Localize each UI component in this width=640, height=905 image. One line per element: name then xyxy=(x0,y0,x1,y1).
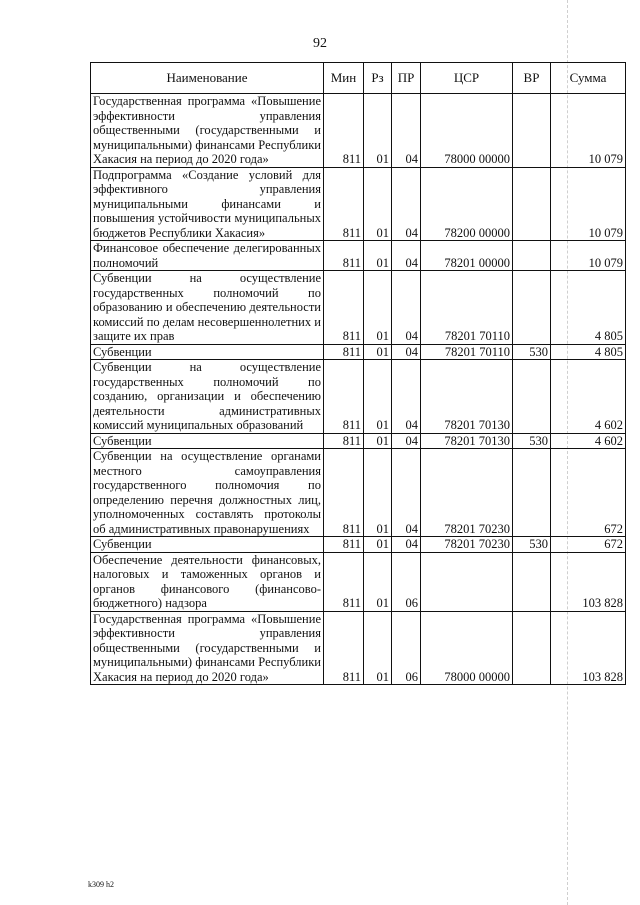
row-sum: 4 805 xyxy=(551,271,626,345)
row-rz: 01 xyxy=(364,344,392,360)
row-csr: 78201 70230 xyxy=(421,537,513,553)
row-rz: 01 xyxy=(364,552,392,611)
row-rz: 01 xyxy=(364,94,392,168)
row-min: 811 xyxy=(324,271,364,345)
row-sum: 10 079 xyxy=(551,241,626,271)
table-row xyxy=(91,344,626,360)
row-rz: 01 xyxy=(364,271,392,345)
row-csr: 78201 70130 xyxy=(421,433,513,449)
page-number: 92 xyxy=(313,36,327,51)
header-rz: Рз xyxy=(364,63,392,94)
table-row xyxy=(91,552,626,611)
row-name: Государственная программа «Повышение эффективности управления общественными (государственными и муниципальными) финансами Республики Хакасия на период до 2020 года» xyxy=(91,611,324,685)
row-name: Субвенции на осуществление государственных полномочий по образованию и обеспечению деятельности комиссий по делам несовершеннолетних и защите их прав xyxy=(91,271,324,345)
row-pr: 04 xyxy=(392,449,421,537)
row-vr xyxy=(513,449,551,537)
row-sum: 4 805 xyxy=(551,344,626,360)
row-name: Государственная программа «Повышение эффективности управления общественными (государственными и муниципальными) финансами Республики Хакасия на период до 2020 года» xyxy=(91,94,324,168)
row-min: 811 xyxy=(324,94,364,168)
budget-table xyxy=(90,62,626,685)
row-pr: 04 xyxy=(392,537,421,553)
row-sum: 672 xyxy=(551,537,626,553)
row-vr xyxy=(513,241,551,271)
row-vr xyxy=(513,94,551,168)
row-pr: 04 xyxy=(392,241,421,271)
row-min: 811 xyxy=(324,611,364,685)
row-min: 811 xyxy=(324,433,364,449)
row-pr: 04 xyxy=(392,94,421,168)
row-csr: 78201 70230 xyxy=(421,449,513,537)
row-min: 811 xyxy=(324,552,364,611)
row-pr: 04 xyxy=(392,344,421,360)
row-vr xyxy=(513,360,551,434)
row-min: 811 xyxy=(324,167,364,241)
row-vr: 530 xyxy=(513,344,551,360)
row-pr: 04 xyxy=(392,360,421,434)
row-csr: 78201 70110 xyxy=(421,344,513,360)
row-csr: 78201 70130 xyxy=(421,360,513,434)
row-min: 811 xyxy=(324,241,364,271)
table-row xyxy=(91,449,626,537)
row-vr: 530 xyxy=(513,433,551,449)
header-sum: Сумма xyxy=(551,63,626,94)
row-vr xyxy=(513,167,551,241)
row-csr: 78200 00000 xyxy=(421,167,513,241)
header-min: Мин xyxy=(324,63,364,94)
row-rz: 01 xyxy=(364,433,392,449)
row-name: Обеспечение деятельности финансовых, налоговых и таможенных органов и органов финансового (финансово-бюджетного) надзора xyxy=(91,552,324,611)
table-row xyxy=(91,271,626,345)
row-name: Подпрограмма «Создание условий для эффективного управления муниципальными финансами и повышения устойчивости муниципальных бюджетов Республики Хакасия» xyxy=(91,167,324,241)
table-header-row xyxy=(91,63,626,94)
row-name: Субвенции на осуществление органами местного самоуправления государственного полномочия по определению перечня должностных лиц, уполномоченных составлять протоколы об административных правонарушениях xyxy=(91,449,324,537)
row-sum: 10 079 xyxy=(551,94,626,168)
row-csr: 78201 00000 xyxy=(421,241,513,271)
row-sum: 672 xyxy=(551,449,626,537)
row-pr: 04 xyxy=(392,167,421,241)
row-csr: 78201 70110 xyxy=(421,271,513,345)
row-name: Субвенции xyxy=(91,344,324,360)
header-csr: ЦСР xyxy=(421,63,513,94)
row-csr xyxy=(421,552,513,611)
row-rz: 01 xyxy=(364,537,392,553)
row-pr: 06 xyxy=(392,611,421,685)
row-sum: 103 828 xyxy=(551,611,626,685)
row-rz: 01 xyxy=(364,449,392,537)
table-row xyxy=(91,94,626,168)
row-rz: 01 xyxy=(364,611,392,685)
row-sum: 4 602 xyxy=(551,360,626,434)
header-vr: ВР xyxy=(513,63,551,94)
row-vr xyxy=(513,271,551,345)
row-vr: 530 xyxy=(513,537,551,553)
row-min: 811 xyxy=(324,344,364,360)
row-name: Субвенции xyxy=(91,433,324,449)
table-row xyxy=(91,433,626,449)
row-min: 811 xyxy=(324,360,364,434)
row-name: Финансовое обеспечение делегированных полномочий xyxy=(91,241,324,271)
row-sum: 103 828 xyxy=(551,552,626,611)
row-min: 811 xyxy=(324,449,364,537)
row-name: Субвенции на осуществление государственных полномочий по созданию, организации и обеспечению деятельности административных комиссий муниципальных образований xyxy=(91,360,324,434)
row-vr xyxy=(513,552,551,611)
table-row xyxy=(91,537,626,553)
header-pr: ПР xyxy=(392,63,421,94)
row-csr: 78000 00000 xyxy=(421,611,513,685)
row-pr: 06 xyxy=(392,552,421,611)
footer-code: k309 h2 xyxy=(88,880,114,889)
table-row xyxy=(91,611,626,685)
row-pr: 04 xyxy=(392,433,421,449)
row-rz: 01 xyxy=(364,241,392,271)
header-name: Наименование xyxy=(91,63,324,94)
row-pr: 04 xyxy=(392,271,421,345)
table-row xyxy=(91,167,626,241)
row-sum: 4 602 xyxy=(551,433,626,449)
row-csr: 78000 00000 xyxy=(421,94,513,168)
table-row xyxy=(91,360,626,434)
row-vr xyxy=(513,611,551,685)
row-name: Субвенции xyxy=(91,537,324,553)
row-rz: 01 xyxy=(364,167,392,241)
row-min: 811 xyxy=(324,537,364,553)
table-row xyxy=(91,241,626,271)
row-rz: 01 xyxy=(364,360,392,434)
row-sum: 10 079 xyxy=(551,167,626,241)
